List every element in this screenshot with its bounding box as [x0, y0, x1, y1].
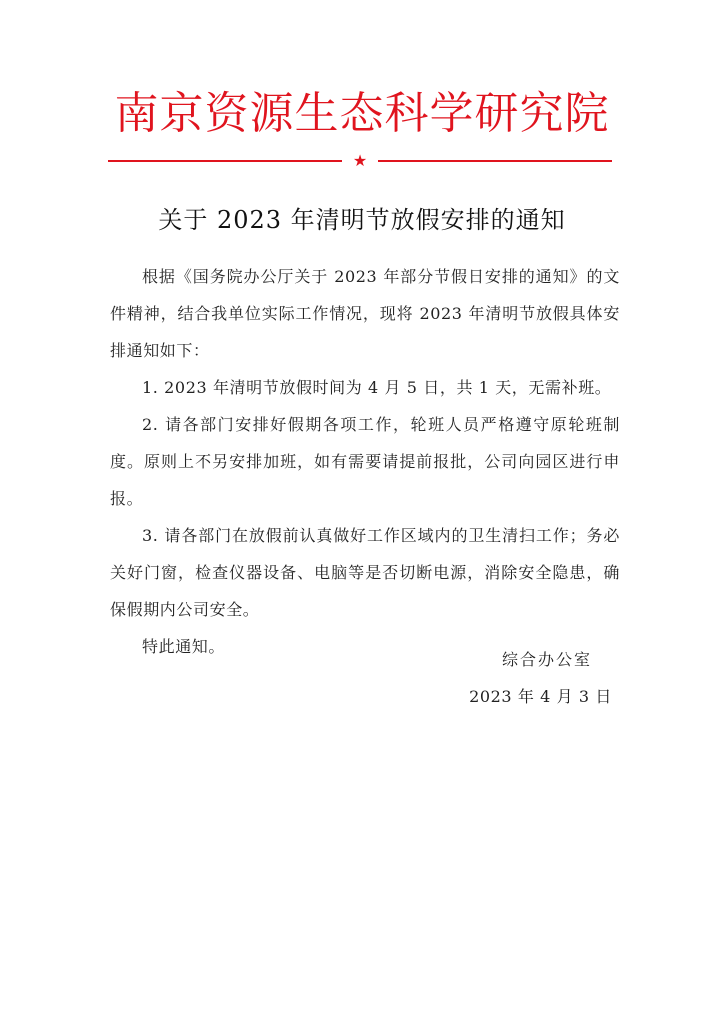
closing-paragraph: 特此通知。	[142, 637, 226, 656]
intro-paragraph: 根据《国务院办公厅关于 2023 年部分节假日安排的通知》的文件精神，结合我单位实际工作情况，现将 2023 年清明节放假具体安排通知如下：	[110, 267, 620, 360]
issuing-office: 综合办公室	[501, 650, 592, 669]
notice-title: 关于 2023 年清明节放假安排的通知	[158, 206, 566, 234]
item-1-paragraph: 1. 2023 年清明节放假时间为 4 月 5 日，共 1 天，无需补班。	[142, 378, 612, 397]
notice-body	[110, 258, 620, 665]
divider-line-left	[108, 160, 342, 162]
issue-date: 2023 年 4 月 3 日	[469, 687, 612, 706]
item-3-paragraph: 3. 请各部门在放假前认真做好工作区域内的卫生清扫工作；务必关好门窗，检查仪器设备、电脑等是否切断电源，消除安全隐患，确保假期内公司安全。	[110, 526, 620, 619]
divider-line-right	[378, 160, 612, 162]
organization-name-header: 南京资源生态科学研究院	[114, 88, 610, 139]
star-icon: ★	[352, 151, 368, 170]
item-2-paragraph: 2. 请各部门安排好假期各项工作，轮班人员严格遵守原轮班制度。原则上不另安排加班，如有需要请提前报批，公司向园区进行申报。	[110, 415, 620, 508]
red-header-divider	[108, 152, 612, 170]
signature-block	[312, 641, 612, 715]
